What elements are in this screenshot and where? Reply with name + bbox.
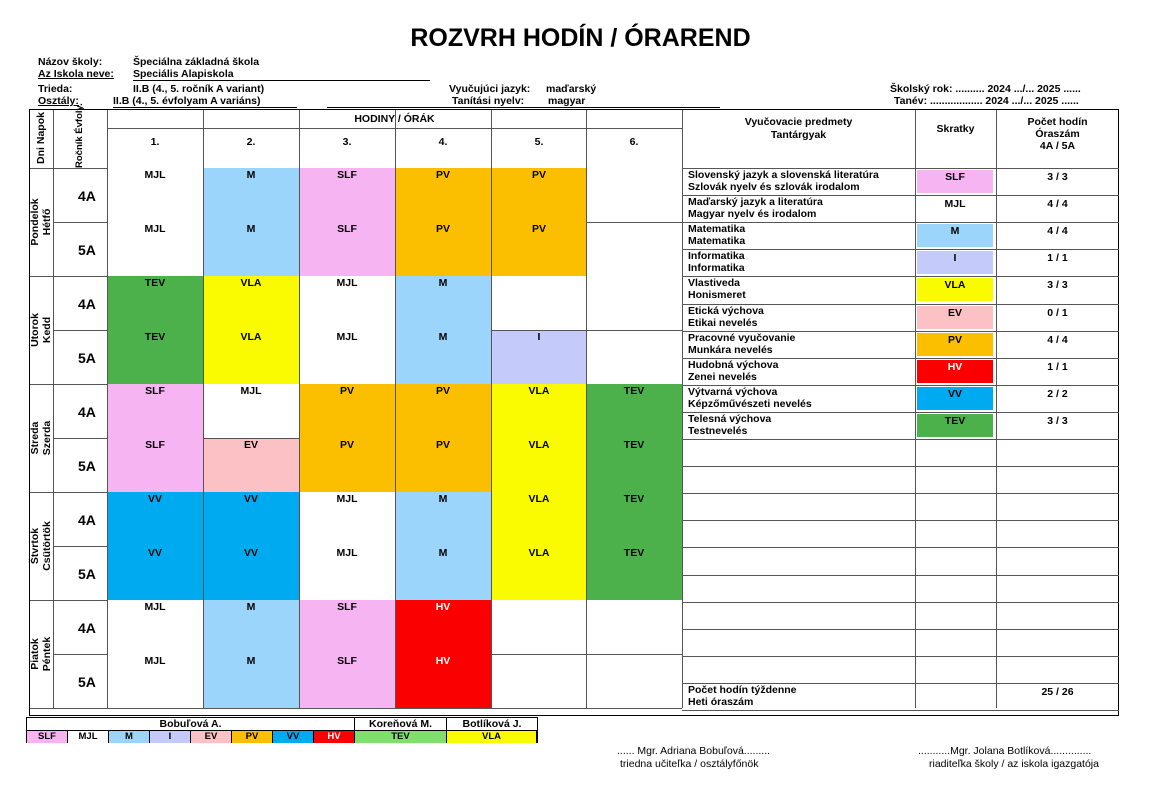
lesson-cell: PV <box>395 168 491 222</box>
lesson-cell: VV <box>203 492 299 546</box>
lesson-cell: MJL <box>299 330 395 384</box>
subject-row-line <box>682 249 1119 250</box>
subject-name: Výtvarná výchova <box>688 385 778 398</box>
day-name: Piatok Péntek <box>29 636 53 672</box>
row-split <box>491 330 587 331</box>
lesson-cell: VLA <box>491 384 587 438</box>
lesson-cell <box>586 168 682 222</box>
lesson-cell: PV <box>299 438 395 492</box>
subject-row-line <box>682 602 1119 603</box>
lesson-cell: VLA <box>491 492 587 546</box>
lesson-cell: PV <box>299 384 395 438</box>
subject-name: Maďarský jazyk a literatúra <box>688 196 823 209</box>
legend-teacher: Botlíková J. <box>447 718 537 731</box>
lang-label-hu: Tanítási nyelv: <box>452 95 525 107</box>
lesson-cell <box>491 654 587 708</box>
subject-row-line <box>682 466 1119 467</box>
legend-item: M <box>109 731 150 743</box>
signature-right-role: riaditeľka školy / az iskola igazgatója <box>929 758 1099 770</box>
days-header: Dni Napok <box>35 112 47 164</box>
class-label-sk: Trieda: <box>38 83 73 95</box>
subject-abbr: HV <box>917 360 993 383</box>
lesson-cell: SLF <box>299 222 395 276</box>
count-header: Počet hodín Óraszám 4A / 5A <box>1027 116 1088 152</box>
page-title: ROZVRH HODÍN / ÓRAREND <box>410 24 751 52</box>
lesson-cell: SLF <box>299 168 395 222</box>
lesson-cell: VLA <box>203 330 299 384</box>
subject-name: Telesná výchova <box>688 412 772 425</box>
hours-header: HODINY / ÓRÁK <box>354 113 435 125</box>
subject-abbr: MJL <box>917 197 993 220</box>
lesson-cell: TEV <box>586 384 682 438</box>
lesson-cell <box>491 600 587 654</box>
row-split <box>586 654 682 655</box>
timetable <box>29 103 1119 716</box>
lesson-cell <box>491 276 587 330</box>
total-label: Počet hodín týždenne <box>688 683 797 696</box>
school-year-hu: Tanév: .................. 2024 .../... 2025 ...... <box>894 95 1079 107</box>
class-underline <box>113 107 297 108</box>
legend-item: HV <box>314 731 355 743</box>
legend-item: PV <box>232 731 273 743</box>
subject-name: Informatika <box>688 250 745 263</box>
half-line <box>53 330 107 331</box>
lesson-cell: PV <box>491 222 587 276</box>
legend-item: VV <box>273 731 314 743</box>
lang-value-sk: maďarský <box>546 83 597 95</box>
subject-row-line <box>682 276 1119 277</box>
subject-name-hu: Képzőművészeti nevelés <box>688 397 812 410</box>
lesson-cell: MJL <box>299 492 395 546</box>
subject-abbr: EV <box>917 306 993 329</box>
day-name: Streda Szerda <box>29 420 53 456</box>
lesson-cell: PV <box>395 384 491 438</box>
signature-right-name: ...........Mgr. Jolana Botlíková.............. <box>918 745 1092 757</box>
period-header: 1. <box>150 136 160 148</box>
lesson-cell: MJL <box>203 384 299 438</box>
class-value-sk: II.B (4., 5. ročník A variant) <box>133 83 265 95</box>
lesson-cell <box>586 330 682 384</box>
lesson-cell: VV <box>107 492 203 546</box>
lesson-cell: HV <box>395 654 491 708</box>
signature-left-name: ...... Mgr. Adriana Bobuľová......... <box>617 745 771 757</box>
subject-count: 3 / 3 <box>1047 414 1068 427</box>
lesson-cell: EV <box>203 438 299 492</box>
grade-label: 4A <box>78 512 96 528</box>
subject-count: 1 / 1 <box>1047 252 1068 265</box>
grid-vline <box>491 168 492 708</box>
grid-vline <box>299 168 300 708</box>
grade-header: Ročník Évfoly. <box>74 103 85 168</box>
subject-row-line <box>682 575 1119 576</box>
lesson-cell: M <box>395 546 491 600</box>
lesson-cell: M <box>395 276 491 330</box>
subject-count: 3 / 3 <box>1047 171 1068 183</box>
school-year-sk: Školský rok: .......... 2024 .../... 2025 ...... <box>890 83 1081 95</box>
subject-name-hu: Zenei nevelés <box>688 370 757 383</box>
lesson-cell: PV <box>491 168 587 222</box>
half-line <box>53 222 107 223</box>
column-line <box>915 110 916 168</box>
lesson-cell <box>586 276 682 330</box>
lesson-cell: M <box>203 222 299 276</box>
subject-name-hu: Szlovák nyelv és szlovák irodalom <box>688 181 860 193</box>
subject-abbr: PV <box>917 333 993 356</box>
subject-count: 0 / 1 <box>1047 306 1068 319</box>
abbr-header: Skratky <box>936 123 975 135</box>
grid-vline <box>395 168 396 708</box>
legend-teacher: Bobuľová A. <box>27 718 355 731</box>
lesson-cell: M <box>395 492 491 546</box>
subject-row-line <box>682 629 1119 630</box>
subject-abbr: I <box>917 251 993 274</box>
total-count: 25 / 26 <box>1041 685 1074 698</box>
lesson-cell: VLA <box>491 438 587 492</box>
subject-row-line <box>682 439 1119 440</box>
subject-abbr: TEV <box>917 414 993 437</box>
subject-abbr: SLF <box>917 170 993 193</box>
period-header: 6. <box>629 136 639 148</box>
lesson-cell: MJL <box>299 546 395 600</box>
day-name: Utorok Kedd <box>29 313 53 347</box>
class-value-hu: II.B (4., 5. évfolyam A variáns) <box>113 95 261 107</box>
day-line <box>30 708 682 709</box>
lesson-cell: MJL <box>299 276 395 330</box>
day-name: Pondelok Hétfő <box>29 198 53 246</box>
period-header: 3. <box>342 136 352 148</box>
lesson-cell: TEV <box>586 492 682 546</box>
subjects-header: Vyučovacie predmety Tantárgyak <box>744 116 853 141</box>
subject-row-line <box>682 547 1119 548</box>
class-label-hu: Osztály: <box>38 95 79 107</box>
legend-item: MJL <box>68 731 109 743</box>
half-line <box>53 438 107 439</box>
lesson-cell: TEV <box>586 438 682 492</box>
lesson-cell: MJL <box>107 654 203 708</box>
grade-label: 4A <box>78 620 96 636</box>
legend-item: EV <box>191 731 232 743</box>
lesson-cell: VV <box>203 546 299 600</box>
lesson-cell: TEV <box>107 276 203 330</box>
day-name: Štvrtok Csütörtök <box>29 521 53 571</box>
subject-abbr: M <box>917 224 993 247</box>
subject-count: 4 / 4 <box>1047 333 1068 346</box>
subject-abbr: VV <box>917 387 993 410</box>
school-value-hu: Speciális Alapiskola <box>133 68 234 80</box>
half-line <box>53 654 107 655</box>
lesson-cell: SLF <box>299 654 395 708</box>
subject-name-hu: Etikai nevelés <box>688 316 758 329</box>
subject-name-hu: Magyar nyelv és irodalom <box>688 208 817 221</box>
lesson-cell: I <box>491 330 587 384</box>
subject-name: Etická výchova <box>688 304 764 317</box>
lesson-cell: TEV <box>107 330 203 384</box>
lesson-cell <box>586 654 682 708</box>
subject-row-line <box>682 493 1119 494</box>
grade-label: 4A <box>78 296 96 312</box>
subject-count: 4 / 4 <box>1047 198 1068 211</box>
row-split <box>203 438 299 439</box>
subject-name-hu: Testnevelés <box>688 424 748 437</box>
subject-name-hu: Munkára nevelés <box>688 343 773 356</box>
row-split <box>586 222 682 223</box>
lesson-cell: M <box>203 168 299 222</box>
grade-label: 5A <box>78 242 96 258</box>
lesson-cell: M <box>395 330 491 384</box>
signature-left-role: triedna učiteľka / osztályfőnök <box>620 758 759 770</box>
half-line <box>53 546 107 547</box>
subject-name: Pracovné vyučovanie <box>688 331 796 344</box>
grid-vline <box>586 168 587 708</box>
grade-label: 4A <box>78 404 96 420</box>
grid-vline <box>203 168 204 708</box>
grid-vline <box>107 168 108 708</box>
legend-item: TEV <box>355 731 447 743</box>
subject-name: Matematika <box>688 223 746 236</box>
grade-label: 5A <box>78 350 96 366</box>
column-line <box>53 110 54 168</box>
subject-count: 4 / 4 <box>1047 225 1068 238</box>
lesson-cell: SLF <box>107 384 203 438</box>
grade-label: 5A <box>78 566 96 582</box>
subject-count: 1 / 1 <box>1047 360 1068 373</box>
lang-label-sk: Vyučujúci jazyk: <box>449 83 531 95</box>
lesson-cell: TEV <box>586 546 682 600</box>
lesson-cell: MJL <box>107 600 203 654</box>
lesson-cell: M <box>203 654 299 708</box>
lesson-cell: PV <box>395 438 491 492</box>
subject-name: Vlastiveda <box>688 277 740 290</box>
lesson-cell: M <box>203 600 299 654</box>
total-label-hu: Heti óraszám <box>688 695 754 708</box>
lang-value-hu: magyar <box>548 95 586 107</box>
subject-name: Hudobná výchova <box>688 358 779 371</box>
subject-name-hu: Matematika <box>688 235 746 248</box>
grid-vline <box>53 168 54 708</box>
school-label-hu: Az Iskola neve: <box>38 68 114 80</box>
lesson-cell: PV <box>395 222 491 276</box>
row-split <box>491 654 587 655</box>
legend-item: SLF <box>27 731 68 743</box>
subject-name-hu: Informatika <box>688 262 745 275</box>
subject-row-line <box>682 222 1119 223</box>
lesson-cell: VLA <box>203 276 299 330</box>
subject-abbr: VLA <box>917 278 993 301</box>
row-split <box>586 330 682 331</box>
subject-row-line <box>682 520 1119 521</box>
lesson-cell: MJL <box>107 168 203 222</box>
legend-teacher: Koreňová M. <box>355 718 447 731</box>
legend-item: VLA <box>447 731 537 743</box>
teacher-legend <box>26 717 538 743</box>
lesson-cell: VLA <box>491 546 587 600</box>
period-header: 2. <box>246 136 256 148</box>
lesson-cell: MJL <box>107 222 203 276</box>
subject-count: 3 / 3 <box>1047 279 1068 292</box>
subject-count: 2 / 2 <box>1047 387 1068 400</box>
lesson-cell: VV <box>107 546 203 600</box>
lang-underline <box>327 107 720 108</box>
period-header: 5. <box>534 136 544 148</box>
grade-label: 5A <box>78 458 96 474</box>
lesson-cell: SLF <box>299 600 395 654</box>
school-underline <box>133 80 430 81</box>
period-header: 4. <box>438 136 448 148</box>
subject-name: Slovenský jazyk a slovenská literatúra <box>688 169 879 181</box>
lesson-cell: HV <box>395 600 491 654</box>
subject-row-line <box>682 710 1119 711</box>
school-label-sk: Názov školy: <box>38 56 103 68</box>
subject-row-line <box>682 656 1119 657</box>
grade-label: 4A <box>78 188 96 204</box>
lesson-cell <box>586 600 682 654</box>
school-value-sk: Špeciálna základná škola <box>133 56 260 68</box>
lesson-cell: SLF <box>107 438 203 492</box>
grade-label: 5A <box>78 674 96 690</box>
subject-name-hu: Honismeret <box>688 289 746 302</box>
lesson-cell <box>586 222 682 276</box>
legend-item: I <box>150 731 191 743</box>
